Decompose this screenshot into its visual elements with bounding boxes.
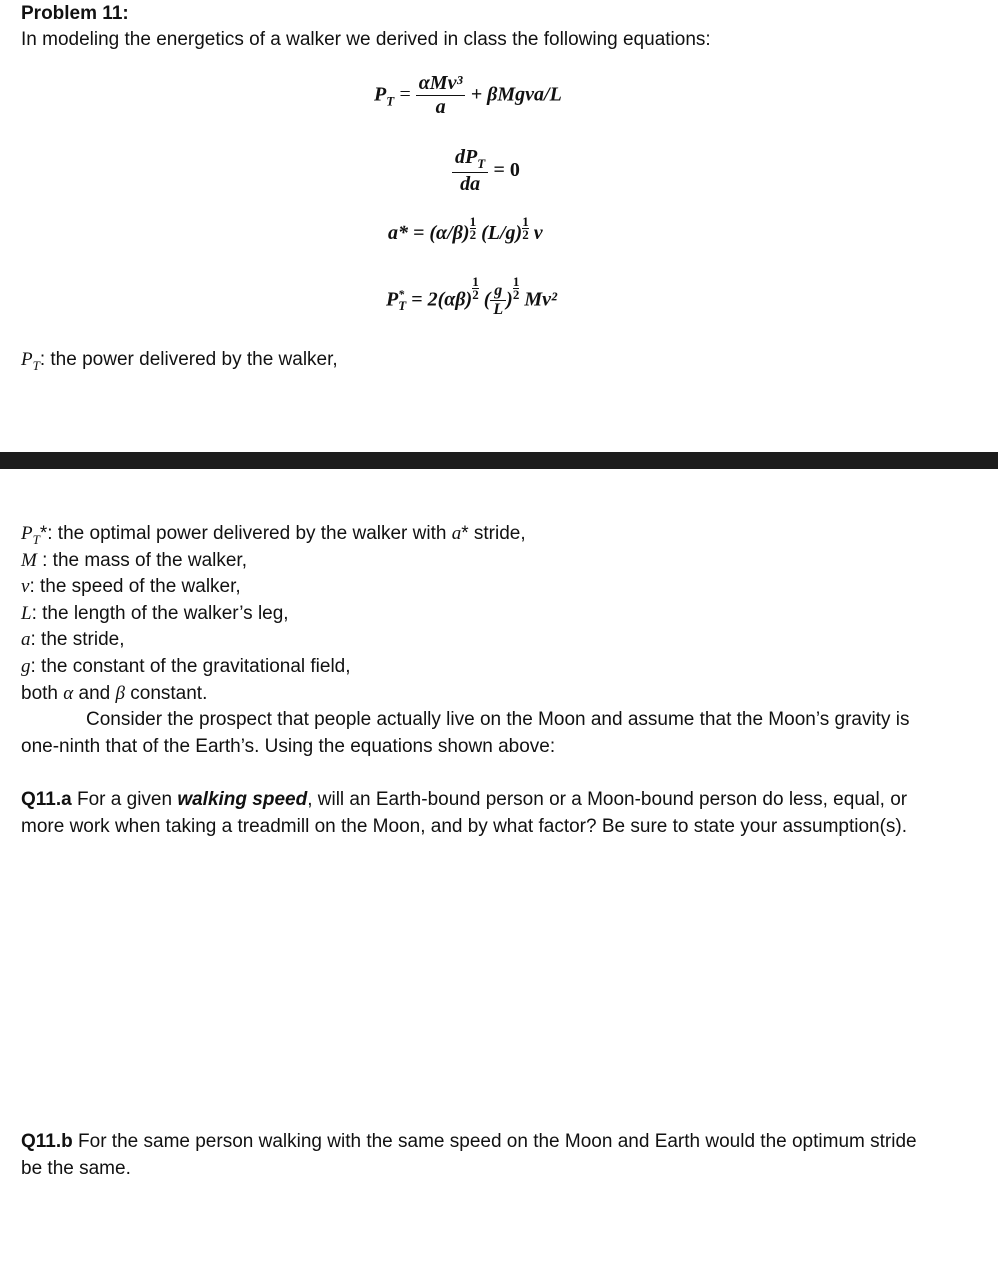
question-11b-label: Q11.b: [21, 1131, 73, 1152]
definition-constants: both α and β constant.: [21, 683, 208, 704]
equation-power: $P_T$ = $\frac{\text{αMv³}}{a}$ + βMgva/L: [374, 72, 562, 118]
question-11b-line-1: Q11.b For the same person walking with the same speed on the Moon and Earth would the optimum stride: [21, 1131, 917, 1152]
definition-gravity: g: the constant of the gravitational field,: [21, 656, 351, 677]
consider-line-2: one-ninth that of the Earth’s. Using the equations shown above:: [21, 736, 556, 757]
definition-mass: M : the mass of the walker,: [21, 550, 247, 571]
question-11a-label: Q11.a: [21, 789, 72, 810]
equation-optimal-power: $P^*_T = 2(\alpha\beta)$ $\frac{1}{2}$ ( $\frac{g}{L}$ ) $\frac{1}{2}$ Mv²: [386, 274, 557, 318]
problem-intro: In modeling the energetics of a walker we derived in class the following equations:: [21, 29, 711, 50]
definition-speed: v: the speed of the walker,: [21, 576, 241, 597]
definition-pt-star: $P_T*$: the optimal power delivered by the walker with a* stride,: [21, 523, 526, 547]
consider-line-1: Consider the prospect that people actually live on the Moon and assume that the Moon’s gravity is: [86, 709, 910, 730]
problem-title: Problem 11:: [21, 3, 129, 24]
definition-leg-length: L: the length of the walker’s leg,: [21, 603, 289, 624]
definition-stride: a: the stride,: [21, 629, 125, 650]
definition-pt: $P_T$: the power delivered by the walker,: [21, 349, 338, 373]
question-11a-line-2: more work when taking a treadmill on the Moon, and by what factor? Be sure to state your assumption(s).: [21, 816, 908, 837]
equation-derivative: $\frac{dP_T}{da}$ = 0: [452, 146, 520, 196]
question-11a-line-1: Q11.a For a given walking speed, will an Earth-bound person or a Moon-bound person do less, equal, or: [21, 789, 908, 810]
page-divider: [0, 452, 998, 469]
question-11b-line-2: be the same.: [21, 1158, 131, 1179]
equation-optimal-stride: a* = (α/β) $\frac{1}{2}$ (L/g) $\frac{1}{2}$ v: [388, 214, 543, 244]
